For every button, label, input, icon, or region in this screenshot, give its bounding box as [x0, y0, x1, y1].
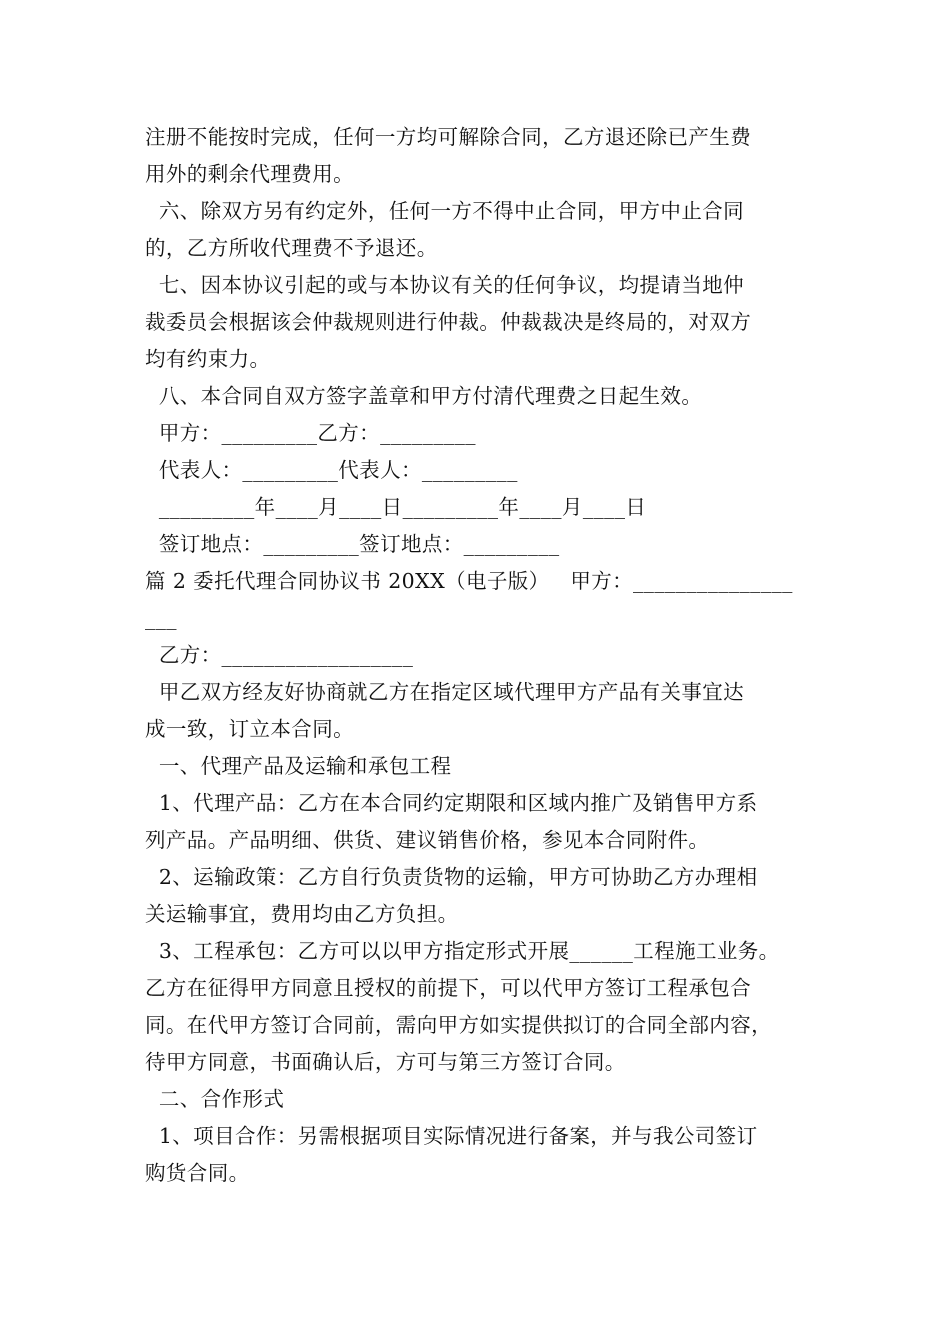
- text-line: 的，乙方所收代理费不予退还。: [145, 236, 438, 260]
- section-title-line: 篇 2 委托代理合同协议书 20XX（电子版） 甲方：_______________: [145, 569, 793, 593]
- text-line: 关运输事宜，费用均由乙方负担。: [145, 902, 459, 926]
- text-line: 乙方在征得甲方同意且授权的前提下，可以代甲方签订工程承包合: [145, 976, 752, 1000]
- text-line: 用外的剩余代理费用。: [145, 162, 354, 186]
- party-signature-line: 甲方：_________乙方：_________: [145, 421, 476, 445]
- document-body: [145, 119, 815, 1192]
- text-line: 成一致，订立本合同。: [145, 717, 354, 741]
- party-b-line: 乙方：__________________: [145, 643, 414, 667]
- text-line: 同。在代甲方签订合同前，需向甲方如实提供拟订的合同全部内容，: [145, 1013, 772, 1037]
- heading-two: 二、合作形式: [145, 1087, 285, 1111]
- clause-eight: 八、本合同自双方签字盖章和甲方付清代理费之日起生效。: [145, 384, 703, 408]
- text-line: ___: [145, 606, 177, 630]
- text-line: 均有约束力。: [145, 347, 271, 371]
- text-line: 裁委员会根据该会仲裁规则进行仲裁。仲裁裁决是终局的，对双方: [145, 310, 752, 334]
- date-line: _________年____月____日_________年____月____日: [145, 495, 647, 519]
- item-three: 3、工程承包：乙方可以以甲方指定形式开展______工程施工业务。: [145, 939, 780, 963]
- item-one: 1、代理产品：乙方在本合同约定期限和区域内推广及销售甲方系: [145, 791, 758, 815]
- text-line: 列产品。产品明细、供货、建议销售价格，参见本合同附件。: [145, 828, 710, 852]
- text-line: 待甲方同意，书面确认后，方可与第三方签订合同。: [145, 1050, 626, 1074]
- item-two: 2、运输政策：乙方自行负责货物的运输，甲方可协助乙方办理相: [145, 865, 758, 889]
- representative-signature-line: 代表人：_________代表人：_________: [145, 458, 518, 482]
- text-line: 购货合同。: [145, 1161, 250, 1185]
- clause-six: 六、除双方另有约定外，任何一方不得中止合同，甲方中止合同: [145, 199, 745, 223]
- heading-one: 一、代理产品及运输和承包工程: [145, 754, 452, 778]
- text-line: 注册不能按时完成，任何一方均可解除合同，乙方退还除已产生费: [145, 125, 752, 149]
- clause-seven: 七、因本协议引起的或与本协议有关的任何争议，均提请当地仲: [145, 273, 745, 297]
- item-one-cooperation: 1、项目合作：另需根据项目实际情况进行备案，并与我公司签订: [145, 1124, 758, 1148]
- signing-place-line: 签订地点：_________签订地点：_________: [145, 532, 560, 556]
- preamble: 甲乙双方经友好协商就乙方在指定区域代理甲方产品有关事宜达: [145, 680, 745, 704]
